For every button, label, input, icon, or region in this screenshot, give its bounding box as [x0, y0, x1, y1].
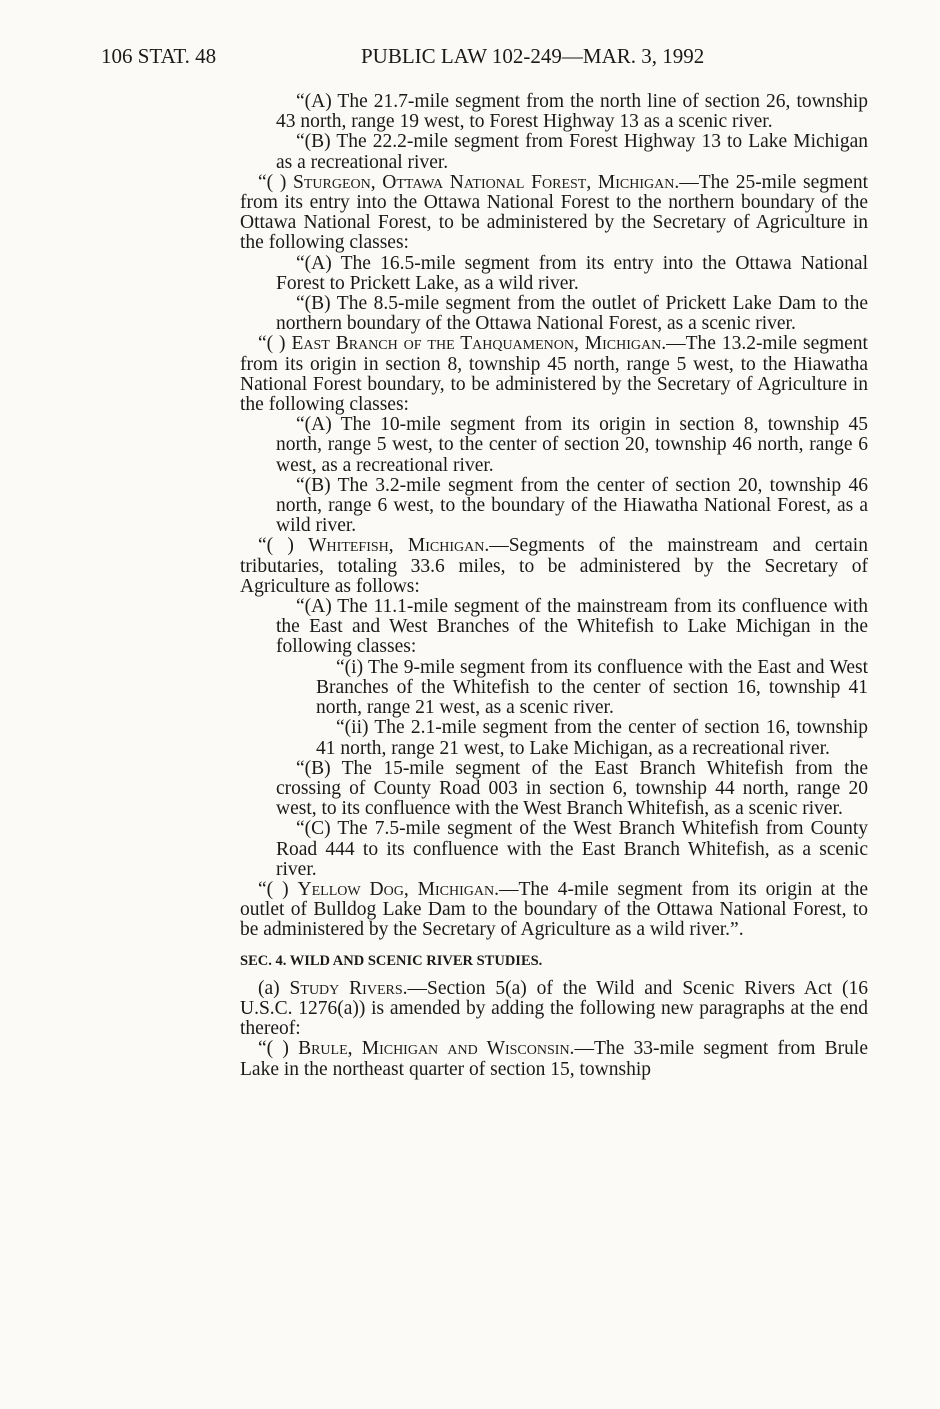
river-entry-sturgeon: “( ) Sturgeon, Ottawa National Forest, Michigan.—The 25-mile segment from its entry into the Ottawa National Forest to the northern boundary of the Ottawa National Forest, to be administered by the Secretary of Agriculture in the following classes: [240, 171, 868, 254]
clause-b-15-mile: “(B) The 15-mile segment of the East Branch Whitefish from the crossing of County Road 003 in section 6, township 44 north, range 20 west, to its confluence with the West Branch Whitefish, as a scenic river. [276, 757, 868, 820]
river-name-east-branch-tahquamenon: East Branch of the Tahquamenon, Michigan. [291, 333, 667, 355]
clause-a-213-mile: “(A) The 21.7-mile segment from the north line of section 26, township 43 north, range 19 west, to Forest Highway 13 as a scenic river. [276, 91, 868, 133]
river-entry-brule: “( ) Brule, Michigan and Wisconsin.—The 33-mile segment from Brule Lake in the northeast quarter of section 15, township [240, 1038, 868, 1080]
river-entry-east-branch-tahquamenon: “( ) East Branch of the Tahquamenon, Michigan.—The 13.2-mile segment from its origin in section 8, township 45 north, range 5 west, to the Hiawatha National Forest boundary, to be administered by the Secretary of Agriculture in the following classes: [240, 333, 868, 416]
river-entry-yellow-dog: “( ) Yellow Dog, Michigan.—The 4-mile segment from its origin at the outlet of Bulldog Lake Dam to the boundary of the Ottawa National Forest, to be administered by the Secretary of Agriculture as a wild river.”. [240, 878, 868, 941]
subsection-a-study-rivers: (a) Study Rivers.—Section 5(a) of the Wild and Scenic Rivers Act (16 U.S.C. 1276(a)) is amended by adding the following new paragraphs at the end thereof: [240, 977, 868, 1040]
clause-b-85-mile: “(B) The 8.5-mile segment from the outlet of Prickett Lake Dam to the northern boundary of the Ottawa National Forest, as a scenic river. [276, 293, 868, 335]
clause-c-75-mile: “(C) The 7.5-mile segment of the West Branch Whitefish from County Road 444 to its confluence with the East Branch Whitefish, as a scenic river. [276, 818, 868, 880]
public-law-title: PUBLIC LAW 102-249—MAR. 3, 1992 [361, 44, 705, 68]
clause-a-165-mile: “(A) The 16.5-mile segment from its entry into the Ottawa National Forest to Prickett Lake, as a wild river. [276, 252, 868, 294]
river-name-yellow-dog: Yellow Dog, Michigan. [297, 878, 499, 900]
river-entry-whitefish: “( ) Whitefish, Michigan.—Segments of the mainstream and certain tributaries, totaling 33.6 miles, to be administered by the Secretary of Agriculture as follows: [240, 535, 868, 597]
clause-i-9-mile: “(i) The 9-mile segment from its confluence with the East and West Branches of the Whitefish to the center of section 16, township 41 north, range 21 west, as a scenic river. [316, 656, 868, 719]
section-heading: SEC. 4. WILD AND SCENIC RIVER STUDIES. [240, 952, 543, 969]
subsection-title-study-rivers: Study Rivers. [289, 977, 408, 999]
clause-b-222-mile: “(B) The 22.2-mile segment from Forest Highway 13 to Lake Michigan as a recreational river. [276, 131, 868, 173]
page-header [101, 44, 871, 78]
clause-b-32-mile: “(B) The 3.2-mile segment from the center of section 20, township 46 north, range 6 west, to the boundary of the Hiawatha National Forest, as a wild river. [276, 474, 868, 537]
river-name-whitefish: Whitefish, Michigan. [308, 535, 490, 557]
document-body [240, 92, 868, 1080]
clause-a-111-mile: “(A) The 11.1-mile segment of the mainstream from its confluence with the East and West Branches of the Whitefish to Lake Michigan in the following classes: [276, 596, 868, 658]
river-name-sturgeon: Sturgeon, Ottawa National Forest, Michigan. [292, 171, 680, 193]
statute-page-number: 106 STAT. 48 [101, 44, 217, 68]
clause-ii-21-mile: “(ii) The 2.1-mile segment from the center of section 16, township 41 north, range 21 west, to Lake Michigan, as a recreational river. [316, 717, 868, 759]
river-name-brule: Brule, Michigan and Wisconsin. [298, 1038, 575, 1060]
clause-a-10-mile: “(A) The 10-mile segment from its origin in section 8, township 45 north, range 5 west, to the center of section 20, township 46 north, range 6 west, as a recreational river. [276, 414, 868, 476]
